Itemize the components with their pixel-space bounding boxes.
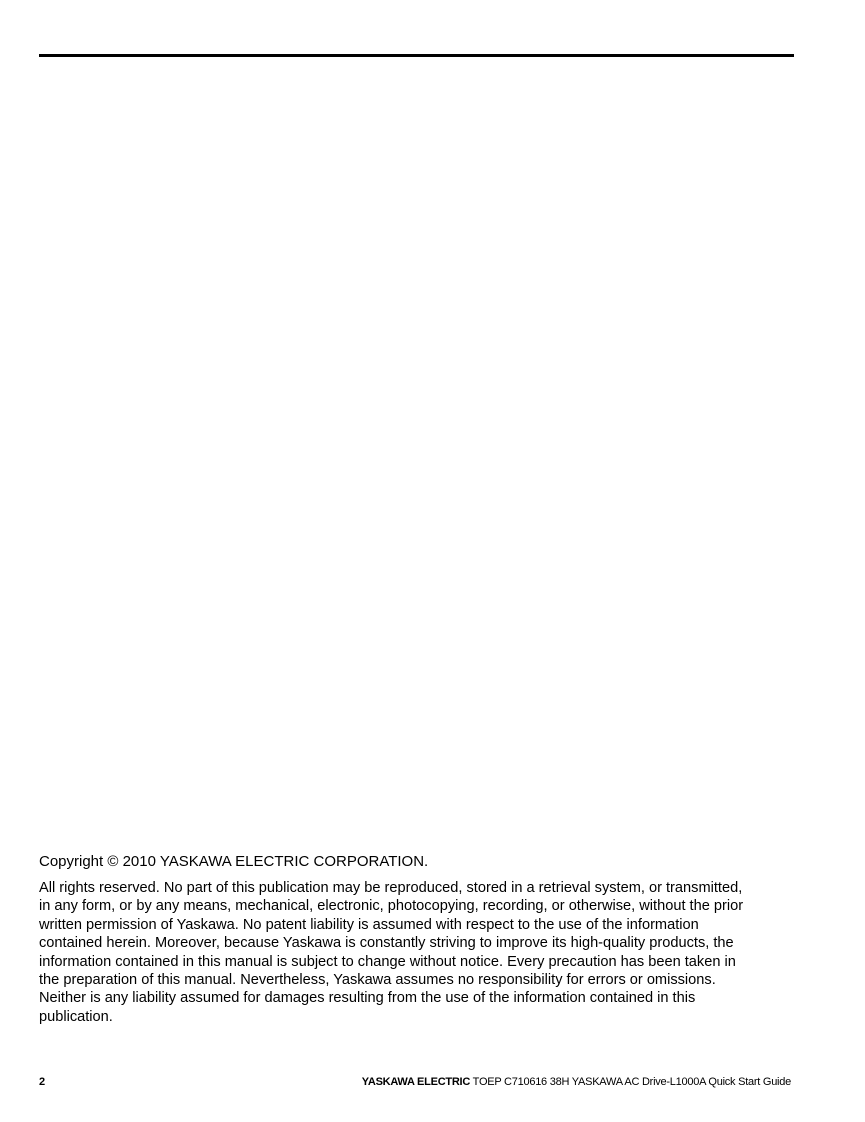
page-number: 2: [39, 1076, 46, 1088]
rights-line: All rights reserved. No part of this publication may be reproduced, stored in a retrieval system, or transmitted,: [39, 880, 743, 896]
header-rule: [39, 54, 794, 57]
copyright-notice: Copyright © 2010 YASKAWA ELECTRIC CORPORATION.: [39, 853, 429, 870]
rights-line: the preparation of this manual. Nevertheless, Yaskawa assumes no responsibility for errors or omissions.: [39, 972, 716, 989]
rights-line: in any form, or by any means, mechanical, electronic, photocopying, recording, or otherwise, without the prior: [39, 898, 744, 915]
rights-line: publication.: [39, 1008, 113, 1025]
footer-doc-title: TOEP C710616 38H YASKAWA AC Drive-L1000A Quick Start Guide: [470, 1076, 791, 1088]
copyright-block: [39, 853, 799, 1026]
page-footer: [39, 1075, 791, 1089]
footer-brand: YASKAWA ELECTRIC: [361, 1076, 471, 1088]
rights-line: contained herein. Moreover, because Yaskawa is constantly striving to improve its high-quality products, the: [39, 935, 734, 952]
rights-line: Neither is any liability assumed for damages resulting from the use of the information contained in this: [39, 990, 696, 1007]
rights-paragraph: [39, 879, 799, 1026]
rights-line: information contained in this manual is subject to change without notice. Every precaution has been taken in: [39, 953, 736, 970]
rights-line: written permission of Yaskawa. No patent liability is assumed with respect to the use of the information: [39, 916, 699, 933]
footer-title: [362, 1075, 791, 1089]
